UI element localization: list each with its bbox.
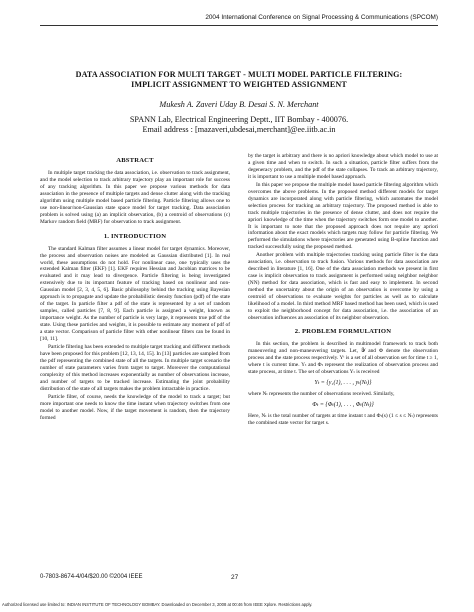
left-column [40,153,230,422]
page-number: 27 [231,574,239,581]
header-rule [40,25,438,26]
paper-title [40,70,438,90]
title-line-1: DATA ASSOCIATION FOR MULTI TARGET - MULTI MODEL PARTICLE FILTERING: [75,70,403,79]
problem-paragraph-3: Here, Nₜ is the total number of targets at time instant t and Φₜ(s) (1 ≤ s ≤ Nₜ) represents the combined state vector for target s. [248,412,438,426]
introduction-heading: 1. INTRODUCTION [103,232,167,240]
right-paragraph-3: Another problem with multiple trajectories tracking using particle filter is the data association, i.e. observation to track fusion. Various methods for data association are described in literature [1, 16]. One of the data association methods we present in first case is implicit observation to track assignment is performed using neighbor neighbor (NN) method for data association, which is fast and easy to implement. In second method the uncertainty about the origin of an observation is overcome by using a centroid of observations to evaluate weights for particles as well as to calculate likelihood of a model. In third method MRF based method has been used, which is used to exploit the neighborhood concept for data association, i.e. the association of an observation influences an association of its neighbor observation. [248,252,438,321]
affiliation-line-1: SPANN Lab, Electrical Engineering Deptt., IIT Bombay - 400076. [129,115,349,124]
equation-states: Φₜ = {Φₜ(1), . . . , Φₜ(Nₜ)} [312,401,374,408]
equation-observations: Yₜ = {y₁(1), . . . , yₜ(Nₜ)} [314,379,372,386]
intro-paragraph-3: Particle filter, of course, needs the knowledge of the model to track a target; but more important one needs to know the time instant when trajectory switches from one model to another model. Now, if the target movement is random, then the trajectory formed [40,393,230,421]
intro-paragraph-1: The standard Kalman filter assumes a linear model for target dynamics. Moreover, the process and observation noises are modeled as Gaussian distributed [1]. In real world, these assumptions do not hold. For nonlinear case, one typically uses the extended Kalman filter (EKF) [1]. EKF requires Hessian and Jacobian matrices to be evaluated and it may lead to divergence. Particle filtering is being investigated extensively due to its important feature of tracking based on nonlinear and non-Gaussian model [2, 3, 4, 5, 6]. Basic philosophy behind the tracking using Bayesian approach is to propagate and update the probabilistic density function (pdf) of the state of the target. In particle filter a pdf of the state is represented by a set of random samples, called particles [7, 8, 9]. Each particle is assigned a weight, known as importance weight. As the number of particle is very large, it represents true pdf of the state. Using these particles and weights, it is possible to estimate any moment of pdf of a state vector. Comparison of particle filter with other nonlinear filters can be found in [10, 11]. [40,245,230,343]
problem-paragraph-1: In this section, the problem is described in multimodel framework to track both maneuvering and non-maneuvering targets. Let, 𝒴 and Φ denote the observation process and the state process respectively. Yᵗ is a set of all observation set for time t ≥ 1, where t is current time. Yₜ and Φₜ represent the realization of observation process and state process, at time t. The set of observations Yₜ is received [248,340,438,375]
problem-formulation-heading: 2. PROBLEM FORMULATION [294,327,392,335]
conference-header: 2004 International Conference on Signal Processing & Communications (SPCOM) [205,14,438,21]
right-paragraph-1: by the target is arbitrary and there is no apriori knowledge about which model to use at a given time and when to switch. In such a situation, particle filter suffers from the degeneracy problem, and the pdf of the state collapses. To track an arbitrary trajectory, it is important to use a multiple model based approach. [248,153,438,180]
isbn-footer: 0-7803-8674-4/04/$20.00 ©2004 IEEE [40,574,143,580]
problem-paragraph-2: where Nₜ represents the number of observations received. Similarly, [248,390,395,397]
abstract-heading: ABSTRACT [116,157,154,164]
right-column [248,153,438,428]
email-line: Email address : [mazaveri,ubdesai,merchant]@ee.iitb.ac.in [142,125,336,134]
affiliation [40,115,438,135]
intro-paragraph-2: Particle filtering has been extended to multiple target tracking and different methods have been proposed for this problem [12, 13, 14, 15]. In [13] particles are sampled from the pdf representing the combined state of all the targets. In multiple target scenario the number of state parameters varies from target to target. Moreover the computational complexity of this method increases exponentially as number of observations increase, and number of targets to be tracked increase. Estimating the joint probability distribution of the state of all targets makes the problem intractable in practice. [40,343,230,392]
right-paragraph-2: In this paper we propose the multiple model based particle filtering algorithm which overcomes the above problems. In the proposed method different models for target dynamics are incorporated along with particle filtering, which automates the model selection process for tracking an arbitrary trajectory. The proposed method is able to track multiple trajectories in the presence of dense clutter, and does not require the apriori knowledge of the time when the trajectory switches form one model to another. It is important to note that the proposed approach does not require any apriori information about the exact models which targets may follow for particle filtering. We performed the simulations where trajectories are generated using B-spline function and tracked successfully using the proposed method. [248,181,438,251]
title-line-2: IMPLICIT ASSIGNMENT TO WEIGHTED ASSIGNMENT [131,80,347,89]
author-list: Mukesh A. Zaveri Uday B. Desai S. N. Merchant [159,100,319,109]
license-notice: Authorized licensed use limited to: INDIAN INSTITUTE OF TECHNOLOGY BOMBAY. Downloaded on December 3, 2008 at 00:46 from IEEE Xplore. Restrictions apply. [2,602,313,607]
abstract-text: In multiple target tracking the data association, i.e. observation to track assignment, and the model selection to track arbitrary trajectory play an important role for success of any tracking algorithm. In this paper we propose various methods for data association in the presence of multiple targets and dense clutter along with the tracking algorithm using multiple model based particle filtering. Particle filtering allows one to use non-linear/non-Gaussian state space model for target tracking. Data association problem is solved using (a) an implicit observation, (b) a centroid of observations (c) Markov random field (MRF) for observation to track assignment. [40,170,230,225]
